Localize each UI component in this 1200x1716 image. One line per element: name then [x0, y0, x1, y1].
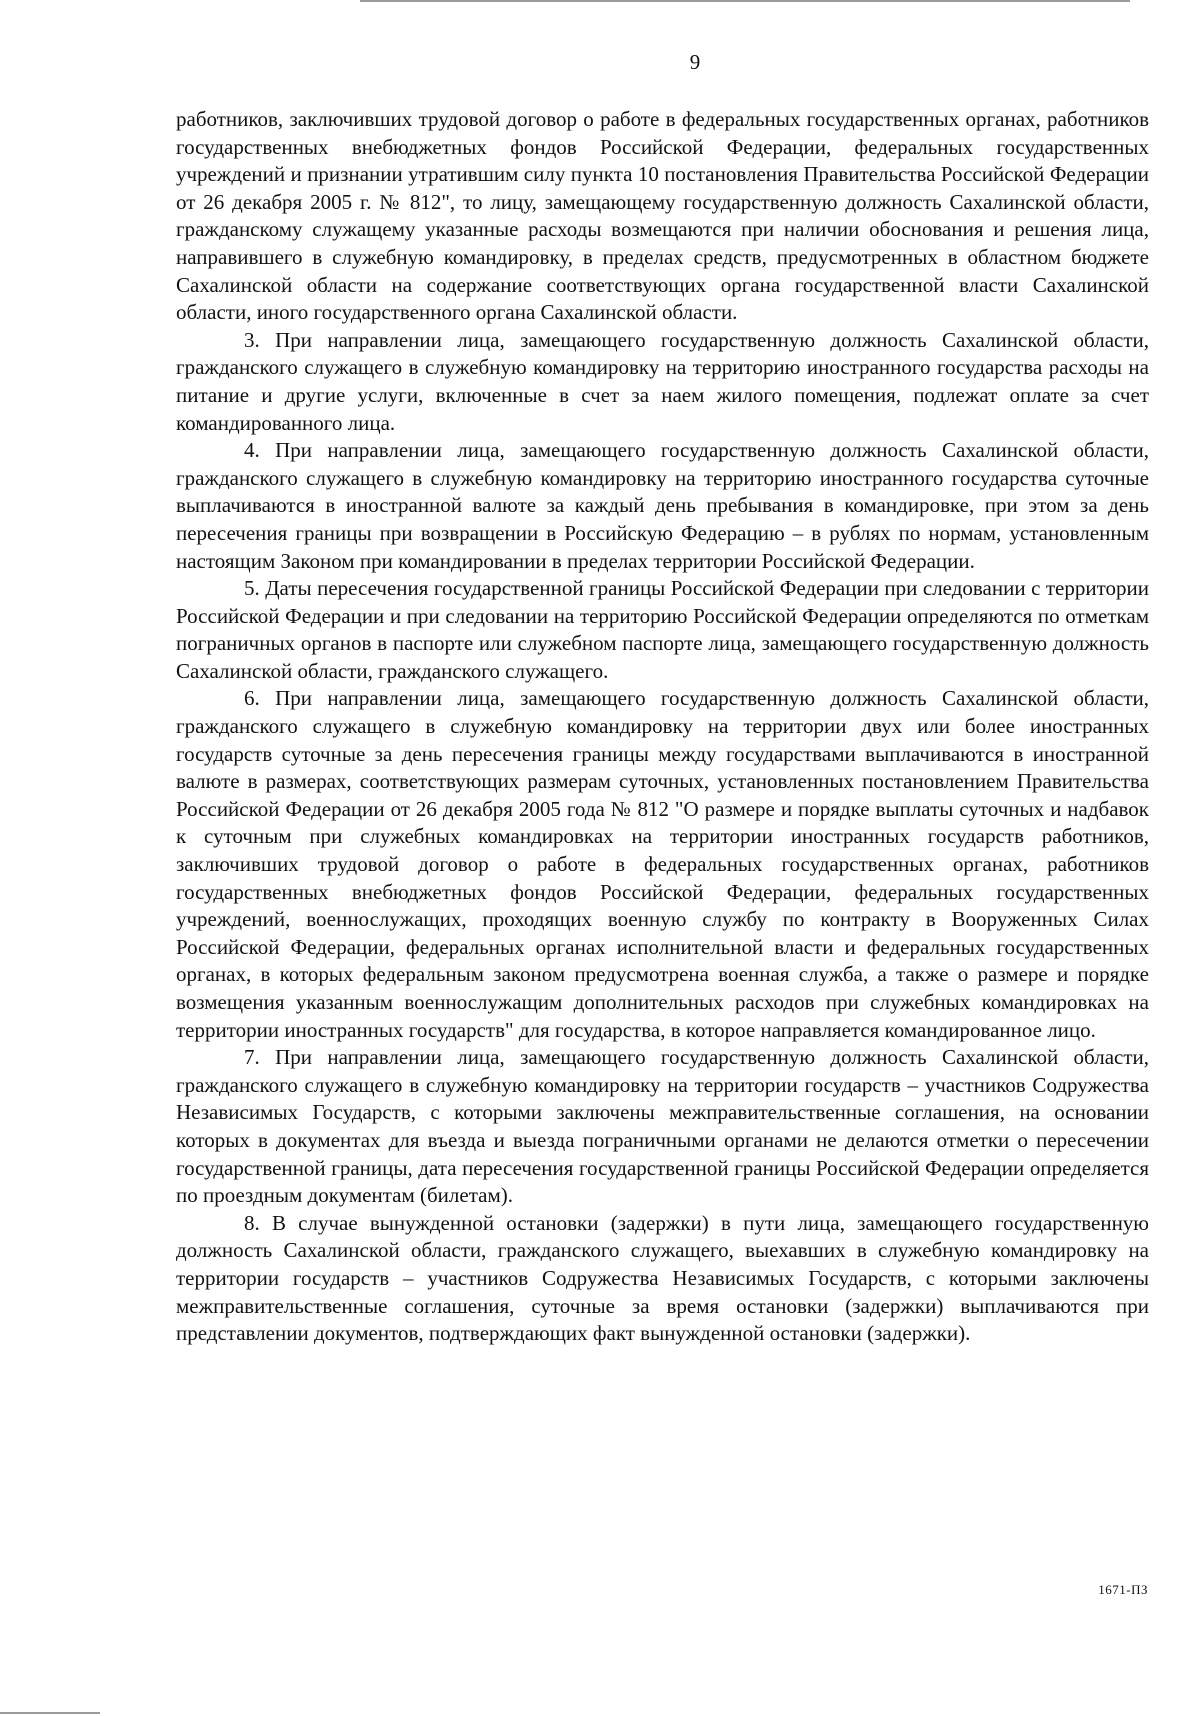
- paragraph-4: 4. При направлении лица, замещающего государственную должность Сахалинской области, гражданского служащего в служебную командировку на территорию иностранного государства суточные выплачиваются в иностранной валюте за каждый день пребывания в командировке, при этом за день пересечения границы при возвращении в Российскую Федерацию – в рублях по нормам, установленным настоящим Законом при командировании в пределах территории Российской Федерации.: [176, 438, 1149, 573]
- scan-top-edge-line: [360, 0, 1130, 2]
- paragraph-7: 7. При направлении лица, замещающего государственную должность Сахалинской области, гражданского служащего в служебную командировку на территории государств – участников Содружества Независимых Государств, с которыми заключены межправительственные соглашения, на основании которых в документах для въезда и выезда пограничными органами не делаются отметки о пересечении государственной границы, дата пересечения государственной границы Российской Федерации определяется по проездным документам (билетам).: [176, 1045, 1149, 1208]
- paragraph-continuation: работников, заключивших трудовой договор о работе в федеральных государственных органах, работников государственных внебюджетных фондов Российской Федерации, федеральных государственных учреждений и признании утратившим силу пункта 10 постановления Правительства Российской Федерации от 26 декабря 2005 г. № 812", то лицу, замещающему государственную должность Сахалинской области, гражданскому служащему указанные расходы возмещаются при наличии обоснования и решения лица, направившего в служебную командировку, в пределах средств, предусмотренных в областном бюджете Сахалинской области на содержание соответствующих органа государственной власти Сахалинской области, иного государственного органа Сахалинской области.: [176, 107, 1149, 325]
- paragraph-6: 6. При направлении лица, замещающего государственную должность Сахалинской области, гражданского служащего в служебную командировку на территории двух или более иностранных государств суточные за день пересечения границы между государствами выплачиваются в иностранной валюте в размерах, соответствующих размерам суточных, установленных постановлением Правительства Российской Федерации от 26 декабря 2005 года № 812 "О размере и порядке выплаты суточных и надбавок к суточным при служебных командировках на территории иностранных государств работников, заключивших трудовой договор о работе в федеральных государственных органах, работников государственных внебюджетных фондов Российской Федерации, федеральных государственных учреждений, военнослужащих, проходящих военную службу по контракту в Вооруженных Силах Российской Федерации, федеральных органах исполнительной власти и федеральных государственных органах, в которых федеральным законом предусмотрена военная служба, а также о размере и порядке возмещения указанным военнослужащим дополнительных расходов при служебных командировках на территории иностранных государств" для государства, в которое направляется командированное лицо.: [176, 686, 1149, 1042]
- page-number: 9: [689, 50, 701, 74]
- paragraph-5: 5. Даты пересечения государственной границы Российской Федерации при следовании с территории Российской Федерации и при следовании на территорию Российской Федерации определяются по отметкам пограничных органов в паспорте или служебном паспорте лица, замещающего государственную должность Сахалинской области, гражданского служащего.: [176, 576, 1149, 683]
- paragraph-3: 3. При направлении лица, замещающего государственную должность Сахалинской области, гражданского служащего в служебную командировку на территорию иностранного государства расходы на питание и другие услуги, включенные в счет за наем жилого помещения, подлежат оплате за счет командированного лица.: [176, 327, 1149, 435]
- document-code: 1671-ПЗ: [1098, 1582, 1148, 1597]
- paragraph-8: 8. В случае вынужденной остановки (задержки) в пути лица, замещающего государственную должность Сахалинской области, гражданского служащего, выехавших в служебную командировку на территории государств – участников Содружества Независимых Государств, с которыми заключены межправительственные соглашения, суточные за время остановки (задержки) выплачиваются при представлении документов, подтверждающих факт вынужденной остановки (задержки).: [176, 1210, 1149, 1346]
- document-body: [176, 106, 1149, 1348]
- scan-bottom-edge-line: [0, 1712, 100, 1714]
